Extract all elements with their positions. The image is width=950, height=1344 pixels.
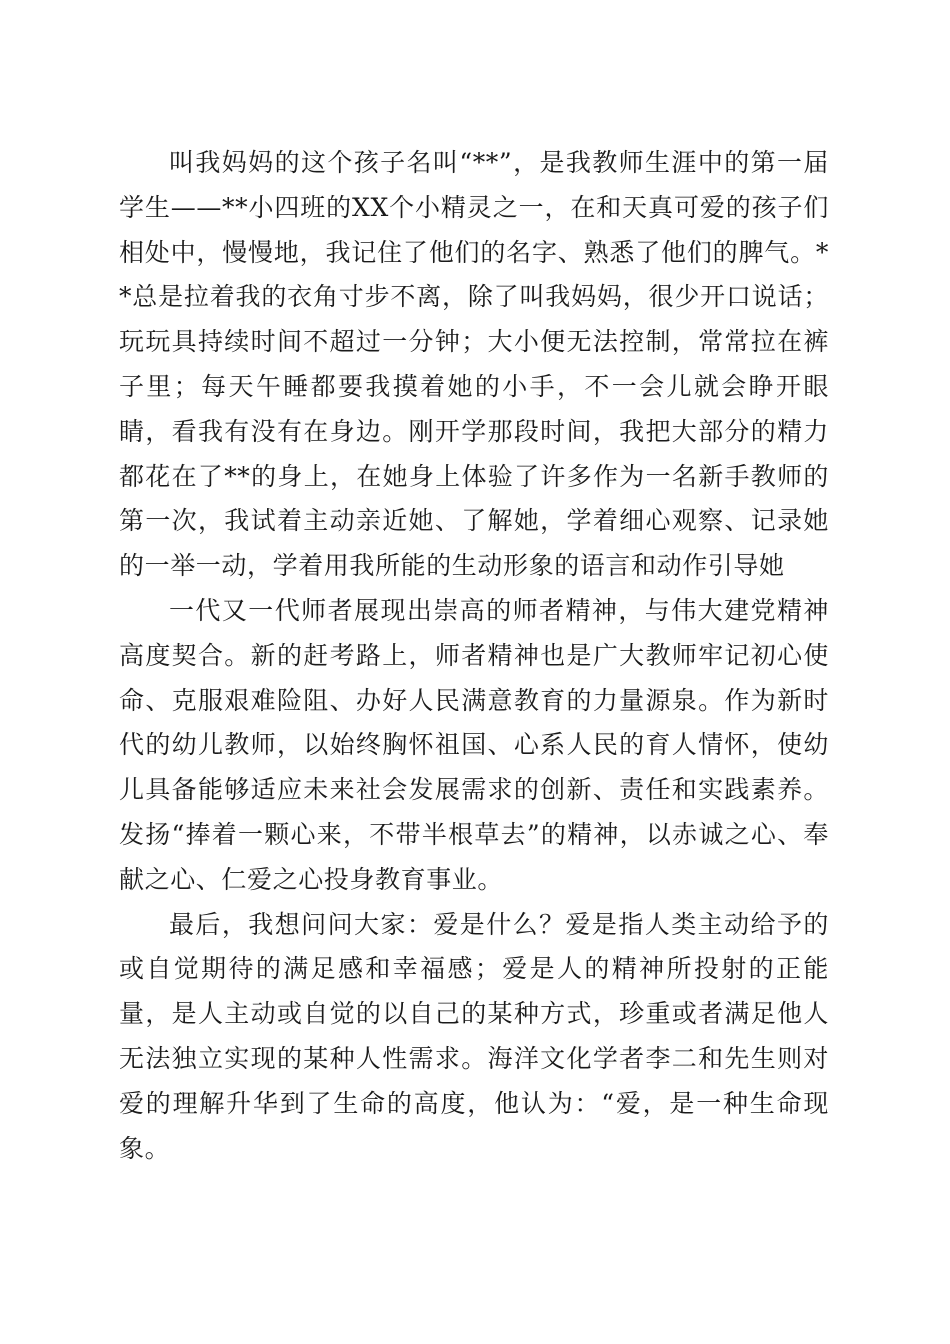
paragraph-2: 一代又一代师者展现出崇高的师者精神，与伟大建党精神高度契合。新的赶考路上，师者精神也是广大教师牢记初心使命、克服艰难险阻、办好人民满意教育的力量源泉。作为新时代的幼儿教师，以始终胸怀祖国、心系人民的育人情怀，使幼儿具备能够适应未来社会发展需求的创新、责任和实践素养。发扬“捧着一颗心来，不带半根草去”的精神，以赤诚之心、奉献之心、仁爱之心投身教育事业。 — [119, 595, 829, 894]
paragraph-3: 最后，我想问问大家：爱是什么？爱是指人类主动给予的或自觉期待的满足感和幸福感；爱是人的精神所投射的正能量，是人主动或自觉的以自己的某种方式，珍重或者满足他人无法独立实现的某种人性需求。海洋文化学者李二和先生则对爱的理解升华到了生命的高度，他认为：“爱，是一种生命现象。 — [119, 909, 829, 1163]
paragraph-1: 叫我妈妈的这个孩子名叫“**”，是我教师生涯中的第一届学生——**小四班的XX个小精灵之一，在和天真可爱的孩子们相处中，慢慢地，我记住了他们的名字、熟悉了他们的脾气。**总是拉着我的衣角寸步不离，除了叫我妈妈，很少开口说话；玩玩具持续时间不超过一分钟；大小便无法控制，常常拉在裤子里；每天午睡都要我摸着她的小手，不一会儿就会睁开眼睛，看我有没有在身边。刚开学那段时间，我把大部分的精力都花在了**的身上，在她身上体验了许多作为一名新手教师的第一次，我试着主动亲近她、了解她，学着细心观察、记录她的一举一动，学着用我所能的生动形象的语言和动作引导她 — [119, 148, 829, 581]
document-body — [119, 141, 829, 1171]
